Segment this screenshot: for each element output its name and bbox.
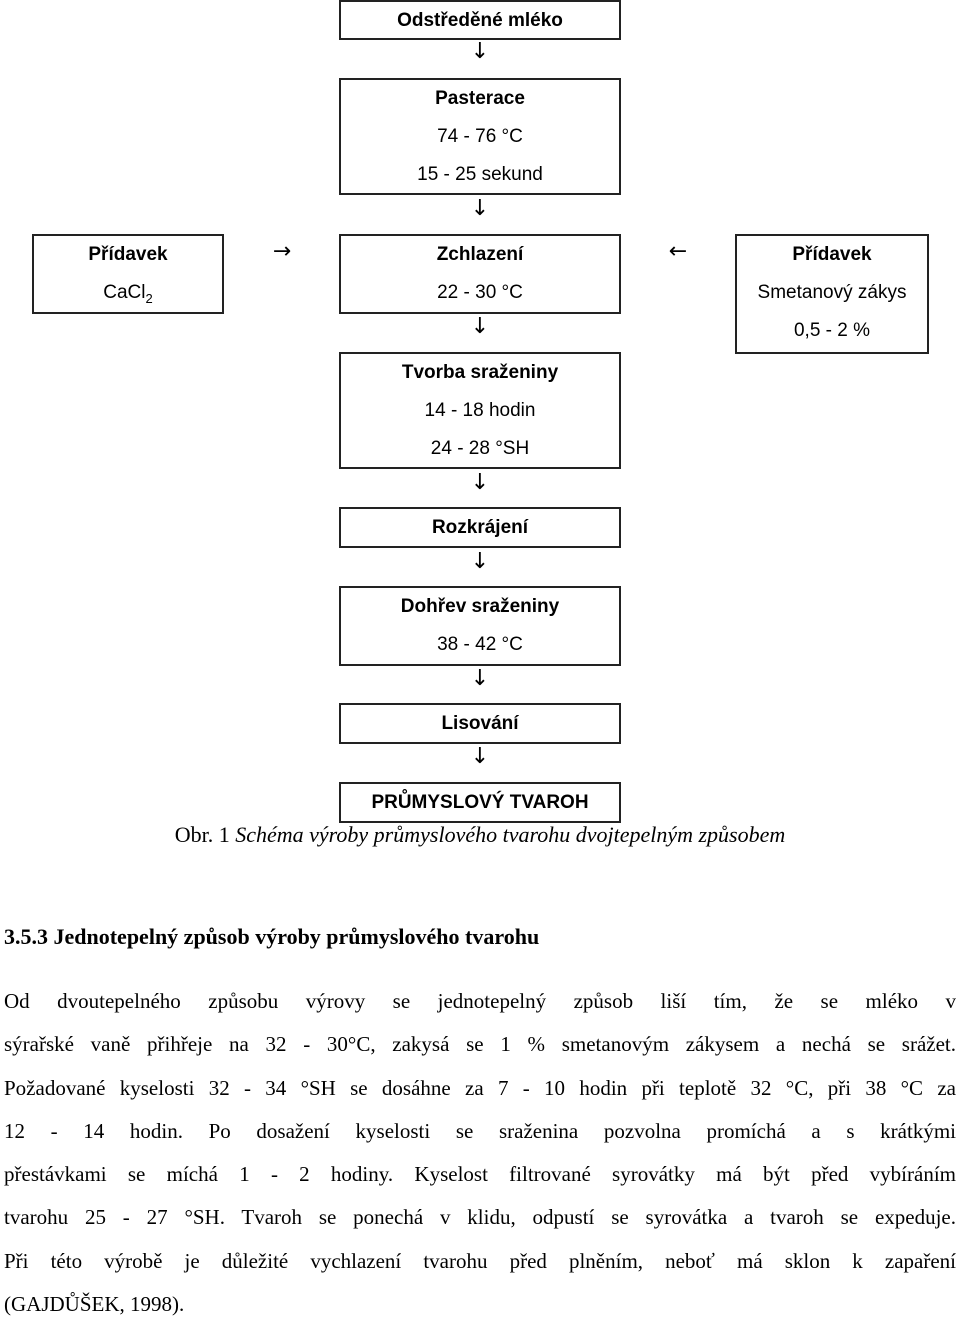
cutting-label: Rozkrájení	[431, 517, 529, 538]
cacl-subscript: 2	[145, 290, 153, 306]
skim-milk-label: Odstředěné mléko	[397, 10, 563, 31]
arrow-down-icon: ↓	[470, 314, 490, 339]
caption-prefix: Obr. 1	[174, 822, 230, 847]
paragraph-line: Požadované kyselosti 32 - 34 °SH se dosáhne za 7 - 10 hodin při teplotě 32 °C, při 38 °C za	[4, 1075, 956, 1100]
curd-formation-acidity: 24 - 28 °SH	[430, 438, 530, 459]
arrow-down-icon: ↓	[470, 549, 490, 574]
arrow-down-icon: ↓	[470, 39, 490, 64]
paragraph-line: (GAJDŮŠEK, 1998).	[4, 1292, 185, 1317]
addition-left-item	[34, 274, 222, 312]
curd-heating-box	[339, 586, 621, 666]
curd-heating-title: Dohřev sraženiny	[400, 596, 560, 617]
arrow-down-icon: ↓	[470, 744, 490, 769]
arrow-down-icon: ↓	[470, 196, 490, 221]
addition-right-amount: 0,5 - 2 %	[793, 320, 871, 341]
paragraph-line: přestávkami se míchá 1 - 2 hodiny. Kyselost filtrované syrovátky má být před vybíráním	[4, 1162, 956, 1187]
paragraph-line: Při této výrobě je důležité vychlazení tvarohu před plněním, neboť má sklon k zapaření	[4, 1248, 956, 1273]
arrow-left-icon: ←	[668, 239, 688, 264]
addition-right-box	[735, 234, 929, 354]
skim-milk-box	[339, 0, 621, 40]
figure-caption	[0, 822, 960, 848]
pressing-box	[339, 703, 621, 744]
addition-left-box	[32, 234, 224, 314]
addition-left-title: Přídavek	[88, 244, 168, 265]
pasteurization-title: Pasterace	[435, 88, 525, 109]
product-label: PRŮMYSLOVÝ TVAROH	[371, 792, 589, 813]
cooling-title: Zchlazení	[436, 244, 524, 265]
curd-formation-time: 14 - 18 hodin	[424, 400, 536, 421]
product-box	[339, 782, 621, 823]
addition-right-item: Smetanový zákys	[757, 282, 907, 303]
curd-heating-temp: 38 - 42 °C	[437, 634, 523, 655]
curd-formation-title: Tvorba sraženiny	[401, 362, 559, 383]
pasteurization-temp: 74 - 76 °C	[437, 126, 523, 147]
caption-text: Schéma výroby průmyslového tvarohu dvojtepelným způsobem	[235, 822, 786, 847]
arrow-right-icon: →	[272, 239, 292, 264]
pasteurization-time: 15 - 25 sekund	[417, 164, 543, 185]
arrow-down-icon: ↓	[470, 666, 490, 691]
pasteurization-box	[339, 78, 621, 195]
section-paragraph	[4, 980, 956, 1326]
paragraph-line: sýrařské vaně přihřeje na 32 - 30°C, zakysá se 1 % smetanovým zákysem a nechá se srážet.	[4, 1032, 956, 1057]
section-heading: 3.5.3 Jednotepelný způsob výroby průmyslového tvarohu	[4, 924, 540, 949]
addition-right-title: Přídavek	[792, 244, 872, 265]
pressing-label: Lisování	[441, 713, 519, 734]
paragraph-line: 12 - 14 hodin. Po dosažení kyselosti se sraženina pozvolna promíchá a s krátkými	[4, 1118, 956, 1143]
paragraph-line: tvarohu 25 - 27 °SH. Tvaroh se ponechá v klidu, odpustí se syrovátka a tvaroh se expeduje.	[4, 1205, 956, 1230]
cacl-label: CaCl	[103, 282, 146, 303]
cooling-temp: 22 - 30 °C	[437, 282, 523, 303]
cooling-box	[339, 234, 621, 314]
paragraph-line: Od dvoutepelného způsobu výrovy se jednotepelný způsob liší tím, že se mléko v	[4, 989, 956, 1013]
arrow-down-icon: ↓	[470, 470, 490, 495]
curd-formation-box	[339, 352, 621, 469]
cutting-box	[339, 507, 621, 548]
